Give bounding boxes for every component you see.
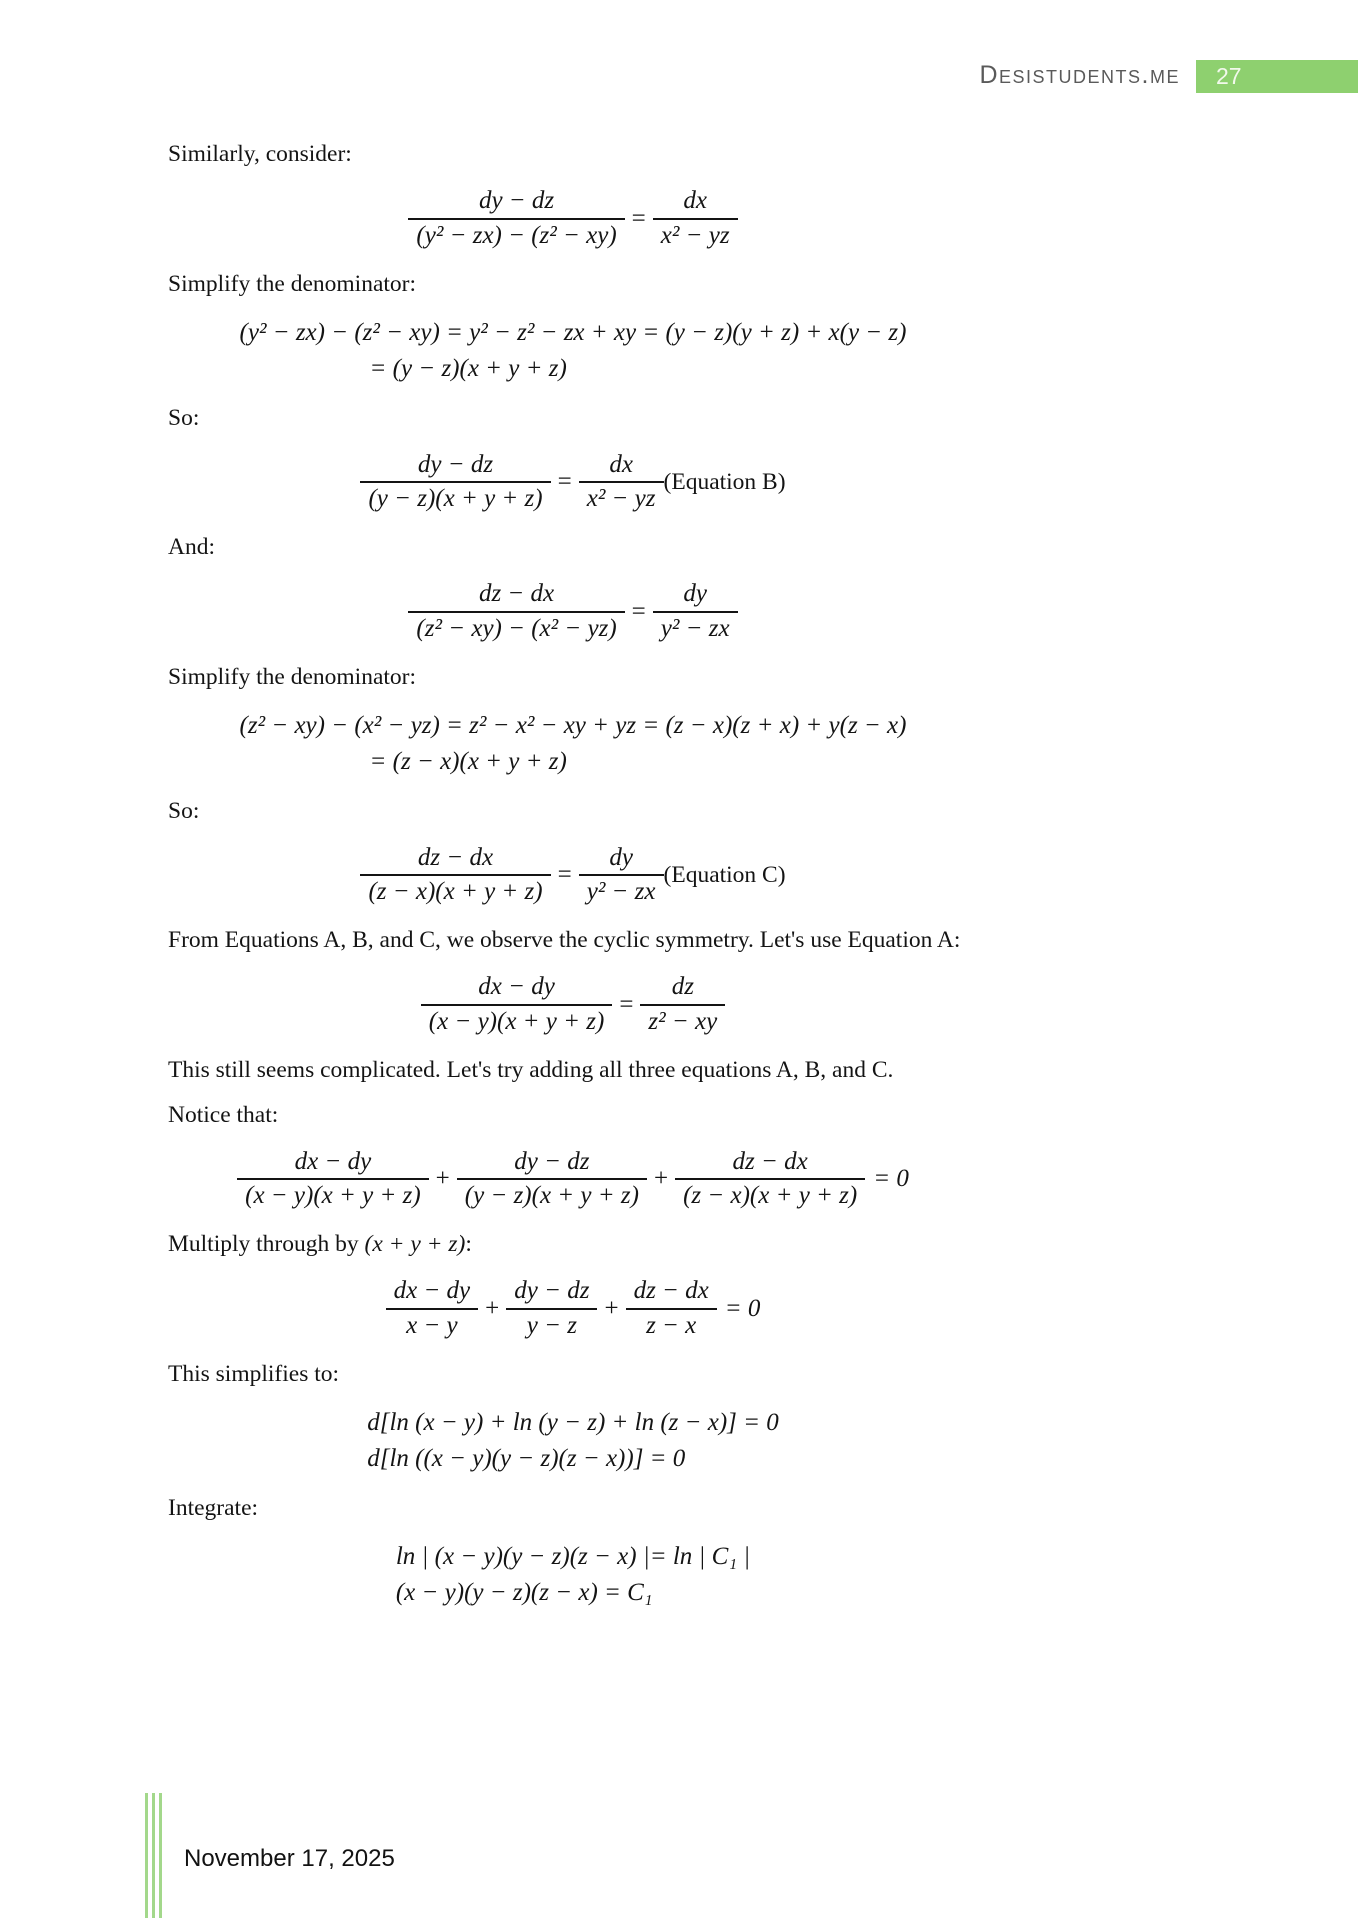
fraction bbox=[386, 1275, 479, 1343]
paragraph-still-complicated: This still seems complicated. Let's try adding all three equations A, B, and C. bbox=[168, 1056, 894, 1083]
denominator: (x − y)(x + y + z) bbox=[237, 1178, 429, 1213]
paragraph-notice-that: Notice that: bbox=[168, 1101, 279, 1128]
denominator: (y² − zx) − (z² − xy) bbox=[408, 218, 624, 253]
fraction bbox=[653, 578, 738, 646]
denominator: z − x bbox=[626, 1308, 717, 1343]
equation-line: (y² − zx) − (z² − xy) = y² − z² − zx + xy = (y − z)(y + z) + x(y − z) bbox=[239, 318, 907, 346]
document-content bbox=[168, 124, 1218, 1627]
fraction bbox=[408, 185, 624, 253]
equation-simplify-2 bbox=[168, 708, 978, 780]
numerator: dx bbox=[683, 187, 707, 214]
denominator: z² − xy bbox=[640, 1004, 725, 1039]
equals-sign: = bbox=[631, 204, 646, 232]
accent-line bbox=[145, 1793, 148, 1918]
numerator: dz bbox=[671, 973, 694, 1000]
numerator: dx bbox=[609, 450, 633, 478]
plus-sign: + bbox=[653, 1165, 669, 1193]
footer-accent-lines bbox=[145, 1793, 162, 1918]
equation-second-ratio bbox=[168, 578, 978, 646]
paragraph-this-simplifies: This simplifies to: bbox=[168, 1360, 340, 1387]
numerator: dz − dx bbox=[633, 1277, 709, 1304]
equation-label: (Equation C) bbox=[663, 861, 786, 888]
paragraph-so-2: So: bbox=[168, 797, 200, 824]
equation-rhs: = 0 bbox=[873, 1165, 909, 1193]
paragraph-from-equations: From Equations A, B, and C, we observe the cyclic symmetry. Let's use Equation A: bbox=[168, 927, 961, 953]
fraction bbox=[360, 842, 550, 910]
equals-sign: = bbox=[557, 468, 572, 496]
fraction bbox=[579, 449, 664, 517]
plus-sign: + bbox=[604, 1294, 619, 1322]
numerator: dz − dx bbox=[732, 1147, 808, 1175]
fraction bbox=[421, 971, 613, 1039]
paragraph-so-1: So: bbox=[168, 404, 200, 431]
numerator: dy − dz bbox=[514, 1147, 590, 1175]
numerator: dy bbox=[683, 580, 707, 607]
fraction bbox=[626, 1275, 717, 1343]
numerator: dy − dz bbox=[478, 187, 555, 214]
equation-a bbox=[168, 971, 978, 1039]
equation-rhs: = 0 bbox=[724, 1294, 761, 1322]
equation-simplify-1 bbox=[168, 315, 978, 387]
fraction bbox=[457, 1146, 647, 1214]
equation-first-ratio bbox=[168, 185, 978, 253]
paragraph-text: Multiply through by bbox=[168, 1231, 365, 1257]
paragraph-text: : bbox=[465, 1231, 472, 1257]
page-number: 27 bbox=[1216, 63, 1242, 89]
equals-sign: = bbox=[557, 861, 572, 889]
paragraph-integrate: Integrate: bbox=[168, 1494, 259, 1521]
numerator: dy bbox=[609, 843, 633, 871]
denominator: (z − x)(x + y + z) bbox=[675, 1178, 865, 1213]
fraction bbox=[579, 842, 664, 910]
equals-sign: = bbox=[619, 990, 634, 1018]
plus-sign: + bbox=[435, 1165, 450, 1193]
paragraph-multiply-through bbox=[168, 1229, 1218, 1259]
equation-integrated bbox=[168, 1539, 978, 1611]
fraction bbox=[640, 971, 725, 1039]
numerator: dy − dz bbox=[514, 1277, 590, 1304]
denominator: y − z bbox=[506, 1308, 597, 1343]
numerator: dz − dx bbox=[417, 843, 494, 871]
equation-label: (Equation B) bbox=[663, 468, 786, 495]
equation-line: (z² − xy) − (x² − yz) = z² − x² − xy + yz = (z − x)(z + x) + y(z − x) bbox=[239, 711, 907, 739]
denominator: (y − z)(x + y + z) bbox=[457, 1178, 647, 1213]
equation-log-form bbox=[168, 1405, 978, 1477]
equation-c bbox=[168, 842, 978, 910]
site-brand: Desistudents.me bbox=[979, 61, 1180, 89]
numerator: dx − dy bbox=[393, 1277, 471, 1304]
equation-line: ln | (x − y)(y − z)(z − x) |= ln | C₁ | bbox=[395, 1542, 751, 1570]
equation-sum-simplified bbox=[168, 1275, 978, 1343]
fraction bbox=[408, 578, 624, 646]
equation-line: = (y − z)(x + y + z) bbox=[369, 354, 567, 382]
equation-b bbox=[168, 449, 978, 517]
page-number-badge bbox=[1196, 60, 1358, 93]
paragraph-simplify-denominator-2: Simplify the denominator: bbox=[168, 663, 417, 690]
fraction bbox=[675, 1146, 865, 1214]
denominator: (y − z)(x + y + z) bbox=[360, 481, 550, 516]
equation-sum-three-fractions bbox=[168, 1146, 978, 1214]
numerator: dz − dx bbox=[478, 580, 555, 607]
numerator: dy − dz bbox=[417, 450, 494, 478]
equation-line: d[ln (x − y) + ln (y − z) + ln (z − x)] = 0 bbox=[367, 1408, 779, 1436]
equals-sign: = bbox=[631, 597, 646, 625]
footer-date: November 17, 2025 bbox=[184, 1845, 395, 1872]
paragraph-and: And: bbox=[168, 534, 215, 560]
paragraph-simplify-denominator-1: Simplify the denominator: bbox=[168, 270, 417, 297]
numerator: dx − dy bbox=[478, 973, 555, 1000]
paragraph-similarly-consider: Similarly, consider: bbox=[168, 141, 352, 167]
denominator: y² − zx bbox=[579, 874, 664, 909]
accent-line bbox=[152, 1793, 155, 1918]
numerator: dx − dy bbox=[294, 1147, 372, 1175]
denominator: x² − yz bbox=[653, 218, 738, 253]
denominator: (z − x)(x + y + z) bbox=[360, 874, 550, 909]
denominator: (z² − xy) − (x² − yz) bbox=[408, 611, 624, 646]
denominator: (x − y)(x + y + z) bbox=[421, 1004, 613, 1039]
equation-line: d[ln ((x − y)(y − z)(z − x))] = 0 bbox=[367, 1444, 686, 1472]
fraction bbox=[360, 449, 550, 517]
equation-line: = (z − x)(x + y + z) bbox=[369, 747, 567, 775]
equation-line: (x − y)(y − z)(z − x) = C₁ bbox=[395, 1578, 653, 1606]
fraction bbox=[237, 1146, 429, 1214]
inline-math: (x + y + z) bbox=[364, 1231, 466, 1257]
denominator: x² − yz bbox=[579, 481, 664, 516]
denominator: x − y bbox=[386, 1308, 479, 1343]
accent-line bbox=[159, 1793, 162, 1918]
plus-sign: + bbox=[485, 1294, 500, 1322]
fraction bbox=[653, 185, 738, 253]
denominator: y² − zx bbox=[653, 611, 738, 646]
fraction bbox=[506, 1275, 597, 1343]
